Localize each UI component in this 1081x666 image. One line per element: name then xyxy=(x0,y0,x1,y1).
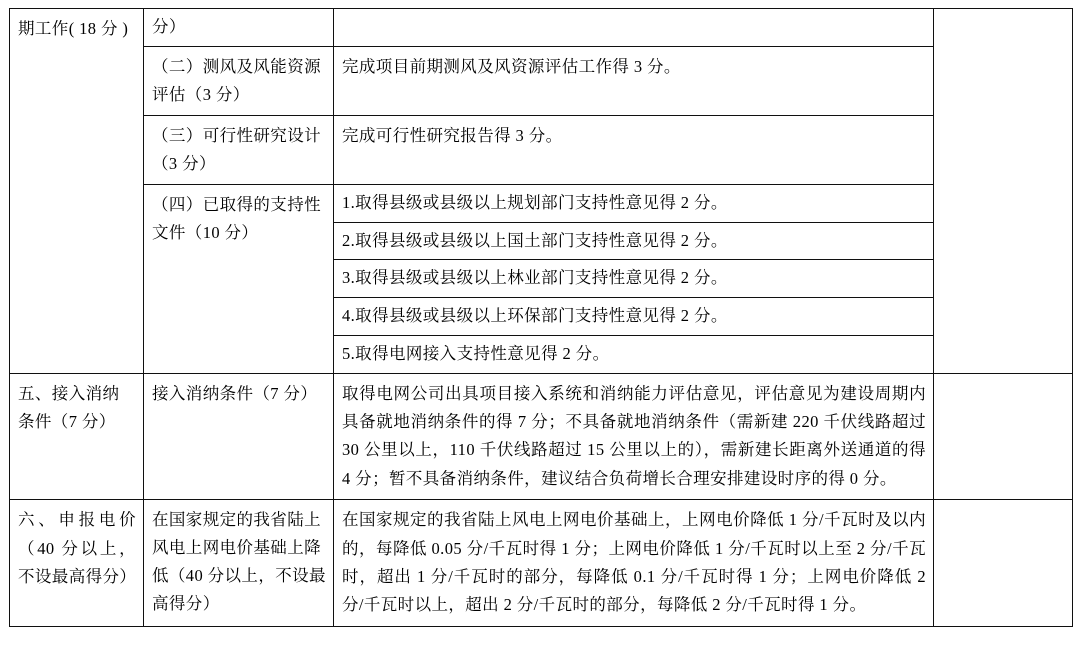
row-criteria-cell xyxy=(334,184,934,222)
criteria-text: 完成可行性研究报告得 3 分。 xyxy=(342,125,563,145)
item-text: 接入消纳条件（7 分） xyxy=(152,383,318,403)
table-row xyxy=(10,46,1073,115)
item-text: （四）已取得的支持性文件（10 分） xyxy=(152,194,321,242)
row-score-cell xyxy=(934,500,1073,627)
row-criteria-cell xyxy=(334,500,934,627)
criteria-text: 3.取得县级或县级以上林业部门支持性意见得 2 分。 xyxy=(342,268,728,288)
table-row xyxy=(10,373,1073,500)
criteria-text: 2.取得县级或县级以上国土部门支持性意见得 2 分。 xyxy=(342,230,728,250)
row-category-cell xyxy=(10,9,144,374)
row-category-cell xyxy=(10,373,144,500)
criteria-text: 1.取得县级或县级以上规划部门支持性意见得 2 分。 xyxy=(342,192,728,212)
category-text: 六、申报电价（40 分以上，不设最高得分） xyxy=(18,510,137,586)
table-row xyxy=(10,115,1073,184)
item-text: 分） xyxy=(152,17,186,36)
scoring-table xyxy=(9,8,1073,627)
row-criteria-cell xyxy=(334,9,934,47)
row-criteria-cell xyxy=(334,46,934,115)
item-text: （二）测风及风能资源评估（3 分） xyxy=(152,56,321,104)
criteria-text: 4.取得县级或县级以上环保部门支持性意见得 2 分。 xyxy=(342,306,728,326)
row-item-cell xyxy=(144,46,334,115)
row-item-cell xyxy=(144,115,334,184)
criteria-text: 在国家规定的我省陆上风电上网电价基础上，上网电价降低 1 分/千瓦时及以内的，每降低 0.05 分/千瓦时得 1 分；上网电价降低 1 分/千瓦时以上至 2 分/千瓦时，超出 1 分/千瓦时的部分，每降低 0.1 分/千瓦时得 1 分；上网电价降低 2 分/千瓦时以上，超出 2 分/千瓦时的部分，每降低 2 分/千瓦时得 1 分。 xyxy=(342,510,931,615)
table-row xyxy=(10,9,1073,47)
row-item-cell xyxy=(144,9,334,47)
row-criteria-cell xyxy=(334,335,934,373)
criteria-text: 5.取得电网接入支持性意见得 2 分。 xyxy=(342,343,610,363)
criteria-text: 取得电网公司出具项目接入系统和消纳能力评估意见，评估意见为建设周期内具备就地消纳条件的得 7 分；不具备就地消纳条件（需新建 220 千伏线路超过 30 公里以上，110 千伏线路超过 15 公里以上的），需新建长距离外送通道的得 4 分；暂不具备消纳条件，建议结合负荷增长合理安排建设时序的得 0 分。 xyxy=(342,383,931,488)
row-score-cell xyxy=(934,373,1073,500)
row-criteria-cell xyxy=(334,222,934,260)
row-criteria-cell xyxy=(334,260,934,298)
row-criteria-cell xyxy=(334,115,934,184)
criteria-text: 完成项目前期测风及风资源评估工作得 3 分。 xyxy=(342,56,681,76)
table-row xyxy=(10,500,1073,627)
category-text: 五、接入消纳条件（7 分） xyxy=(18,383,120,431)
item-text: 在国家规定的我省陆上风电上网电价基础上降低（40 分以上，不设最高得分） xyxy=(152,510,326,614)
row-category-cell xyxy=(10,500,144,627)
row-criteria-cell xyxy=(334,373,934,500)
table-row xyxy=(10,184,1073,222)
row-item-cell xyxy=(144,500,334,627)
item-text: （三）可行性研究设计（3 分） xyxy=(152,125,321,173)
row-criteria-cell xyxy=(334,298,934,336)
row-score-cell xyxy=(934,9,1073,374)
row-item-cell xyxy=(144,373,334,500)
row-item-cell xyxy=(144,184,334,373)
category-text: 期工作( 18 分 ) xyxy=(18,19,129,38)
